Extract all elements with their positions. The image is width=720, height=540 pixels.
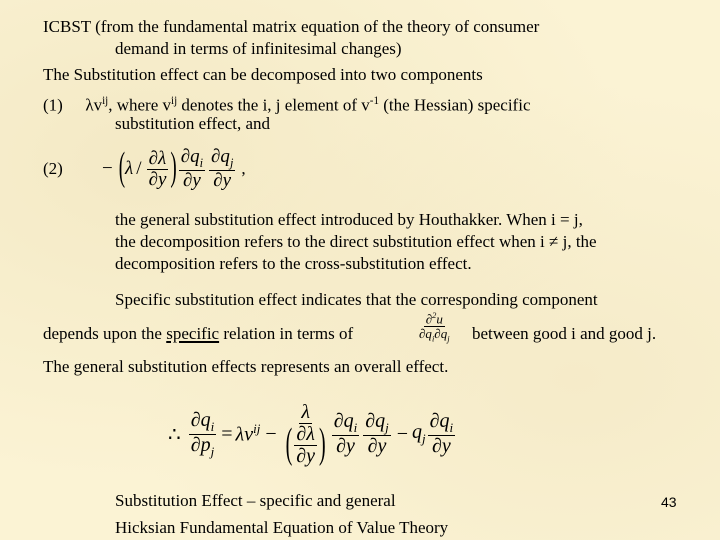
item-1-line-2: substitution effect, and	[115, 114, 271, 133]
specific-line-1: Specific substitution effect indicates that the corresponding component	[115, 290, 598, 309]
general-line-3: decomposition refers to the cross-substitution effect.	[115, 254, 472, 273]
title-line-1: ICBST (from the fundamental matrix equation of the theory of consumer	[43, 17, 540, 36]
decomposition-intro: The Substitution effect can be decomposed into two components	[43, 65, 483, 84]
hessian-element: $\frac{\partial^2u}{\partial q_i\partial q_j}$	[419, 310, 450, 344]
item-2-label: (2)	[43, 159, 63, 178]
specific-line-2-a: depends upon the	[43, 324, 167, 343]
footer-line-1: Substitution Effect – specific and general	[115, 491, 396, 510]
title-line-2: demand in terms of infinitesimal changes)	[115, 39, 402, 58]
fundamental-equation: ∴ $\frac{\partial q_i}{\partial p_j}$ = $\lambda v^{ij}$ − λ ( $\frac{\partial\lambda}{\partial y}$ ) $\frac{\partial q_i}{\partial y}$ $\frac{\partial q_j}{\partial y}$ − $q_j$ $\frac{\partial q_i}{\partial y}$	[168, 400, 454, 468]
footer-line-2: Hicksian Fundamental Equation of Value Theory	[115, 518, 449, 537]
page-number: 43	[661, 494, 677, 510]
item-1-label: (1)	[43, 95, 63, 115]
item-1-sup-2: ij	[171, 95, 178, 107]
specific-word: specific	[166, 324, 220, 343]
specific-line-2	[43, 323, 353, 345]
item-1-lambda: λv	[85, 95, 103, 115]
specific-line-2-b: relation in terms of	[219, 324, 354, 343]
item-1-sup: ij	[102, 95, 109, 107]
general-line-2: the decomposition refers to the direct substitution effect when i ≠ j, the	[115, 232, 597, 251]
item-1-text-a: , where v	[108, 95, 171, 115]
formula-2: − ( λ / $\frac{\partial\lambda}{\partial y}$ ) $\frac{\partial q_i}{\partial y}$ $\frac{\partial q_j}{\partial y}$ ,	[102, 145, 246, 191]
item-1-text-b: denotes the i, j element of v	[177, 95, 370, 115]
overall-line: The general substitution effects represents an overall effect.	[43, 357, 449, 376]
item-1-sup-3: -1	[369, 95, 379, 107]
general-line-1: the general substitution effect introduced by Houthakker. When i = j,	[115, 210, 583, 229]
specific-line-2-c: between good i and good j.	[472, 324, 657, 343]
item-1-text-c: (the Hessian) specific	[378, 95, 531, 115]
